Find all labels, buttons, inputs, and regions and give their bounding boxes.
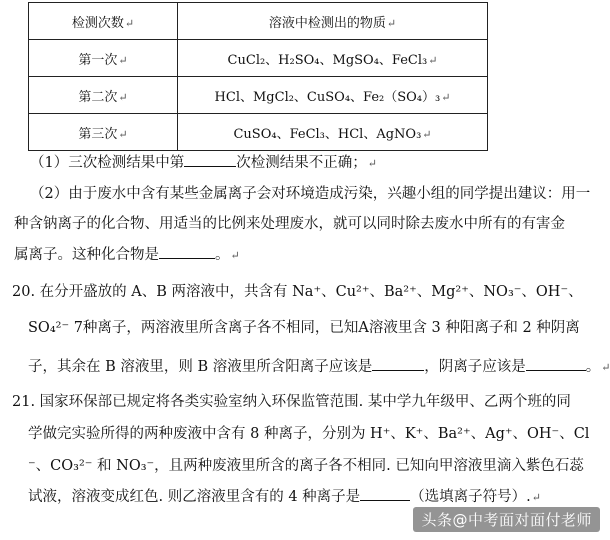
- question-20-line-3: [28, 356, 610, 378]
- paragraph-mark: ↵: [230, 249, 240, 262]
- table-cell: [29, 114, 178, 151]
- row-label: 第一次: [78, 52, 118, 68]
- table-cell: [178, 114, 488, 151]
- question-2-line-1: [30, 184, 590, 204]
- row-value: CuCl₂、H₂SO₄、MgSO₄、FeCl₃: [227, 52, 428, 68]
- table-row: [29, 114, 488, 151]
- q1-text: 次检测结果不正确；: [236, 155, 367, 171]
- paragraph-mark: ↵: [118, 53, 128, 67]
- q21-text: ⁻、CO₃²⁻ 和 NO₃⁻，且两种废液里所含的离子各不相同. 已知向甲溶液里滴入紫色石蕊: [28, 458, 584, 474]
- row-value: CuSO₄、FeCl₃、HCl、AgNO₃: [233, 126, 422, 142]
- paragraph-mark: ↵: [531, 491, 541, 504]
- q20-text: 。: [585, 359, 601, 375]
- table-row: [29, 77, 488, 114]
- table-cell: [29, 40, 178, 77]
- table-cell: [29, 77, 178, 114]
- question-21-line-4: [28, 486, 541, 508]
- paragraph-mark: ↵: [367, 157, 377, 170]
- table-row: [29, 40, 488, 77]
- q2-text: 种含钠离子的化合物、用适当的比例来处理废水，就可以同时除去废水中所有的有害金: [14, 216, 565, 232]
- question-2-line-2: [14, 214, 565, 234]
- question-21-line-3: [28, 456, 584, 476]
- table-header-cell: [29, 3, 178, 40]
- q20-text: SO₄²⁻ 7种离子，两溶液里所含离子各不相同，已知A溶液里含 3 种阳离子和 2 种阴离: [28, 320, 580, 336]
- q20-text: . 在分开盛放的 A、B 两溶液中，共含有 Na⁺、Cu²⁺、Ba²⁺、Mg²⁺、NO₃⁻、OH⁻、: [30, 284, 583, 300]
- answer-blank: [360, 486, 410, 501]
- question-20-line-2: [28, 318, 580, 338]
- results-table: [28, 2, 488, 151]
- question-2-line-3: [14, 244, 240, 266]
- paragraph-mark: ↵: [386, 16, 397, 30]
- q1-text: （1）三次检测结果中第: [30, 155, 185, 171]
- question-1-line: [30, 152, 377, 174]
- row-label: 第二次: [78, 89, 118, 105]
- paragraph-mark: ↵: [428, 53, 438, 67]
- table-cell: [178, 40, 488, 77]
- question-20-line-1: [12, 282, 583, 302]
- q21-text: 学做完实验所得的两种废液中含有 8 种离子，分别为 H⁺、K⁺、Ba²⁺、Ag⁺、OH⁻、Cl: [28, 426, 590, 442]
- q2-text: （2）由于废水中含有某些金属离子会对环境造成污染，兴趣小组的同学提出建议：用一: [30, 186, 591, 202]
- row-value: HCl、MgCl₂、CuSO₄、Fe₂（SO₄）₃: [214, 89, 441, 105]
- answer-blank: [526, 356, 586, 371]
- header-label: 溶液中检测出的物质: [268, 15, 386, 31]
- paragraph-mark: ↵: [118, 90, 128, 104]
- q20-text: 子，其余在 B 溶液里，则 B 溶液里所含阳离子应该是: [28, 359, 373, 375]
- q21-text: 试液，溶液变成红色. 则乙溶液里含有的 4 种离子是: [28, 489, 361, 505]
- question-21-line-1: [12, 392, 571, 412]
- table-header-cell: [178, 3, 488, 40]
- answer-blank: [159, 244, 215, 259]
- paragraph-mark: ↵: [441, 90, 451, 104]
- paragraph-mark: ↵: [601, 361, 610, 374]
- q20-text: ，阴离子应该是: [424, 359, 526, 375]
- q2-text: 属离子。这种化合物是: [14, 247, 159, 263]
- question-21-line-2: [28, 424, 589, 444]
- answer-blank: [372, 356, 424, 371]
- paragraph-mark: ↵: [124, 16, 135, 30]
- table-header-row: [29, 3, 488, 40]
- q21-text: （选填离子符号）.: [410, 489, 531, 505]
- q2-text: 。: [215, 247, 230, 263]
- question-number: 20: [12, 284, 31, 300]
- header-label: 检测次数: [71, 15, 124, 31]
- paragraph-mark: ↵: [118, 127, 128, 141]
- q21-text: . 国家环保部已规定将各类实验室纳入环保监管范围. 某中学九年级甲、乙两个班的同: [30, 394, 571, 410]
- paragraph-mark: ↵: [422, 127, 432, 141]
- row-label: 第三次: [78, 126, 118, 142]
- table-cell: [178, 77, 488, 114]
- answer-blank: [184, 152, 236, 167]
- watermark-label: 头条@中考面对面付老师: [413, 507, 600, 532]
- question-number: 21: [12, 394, 31, 410]
